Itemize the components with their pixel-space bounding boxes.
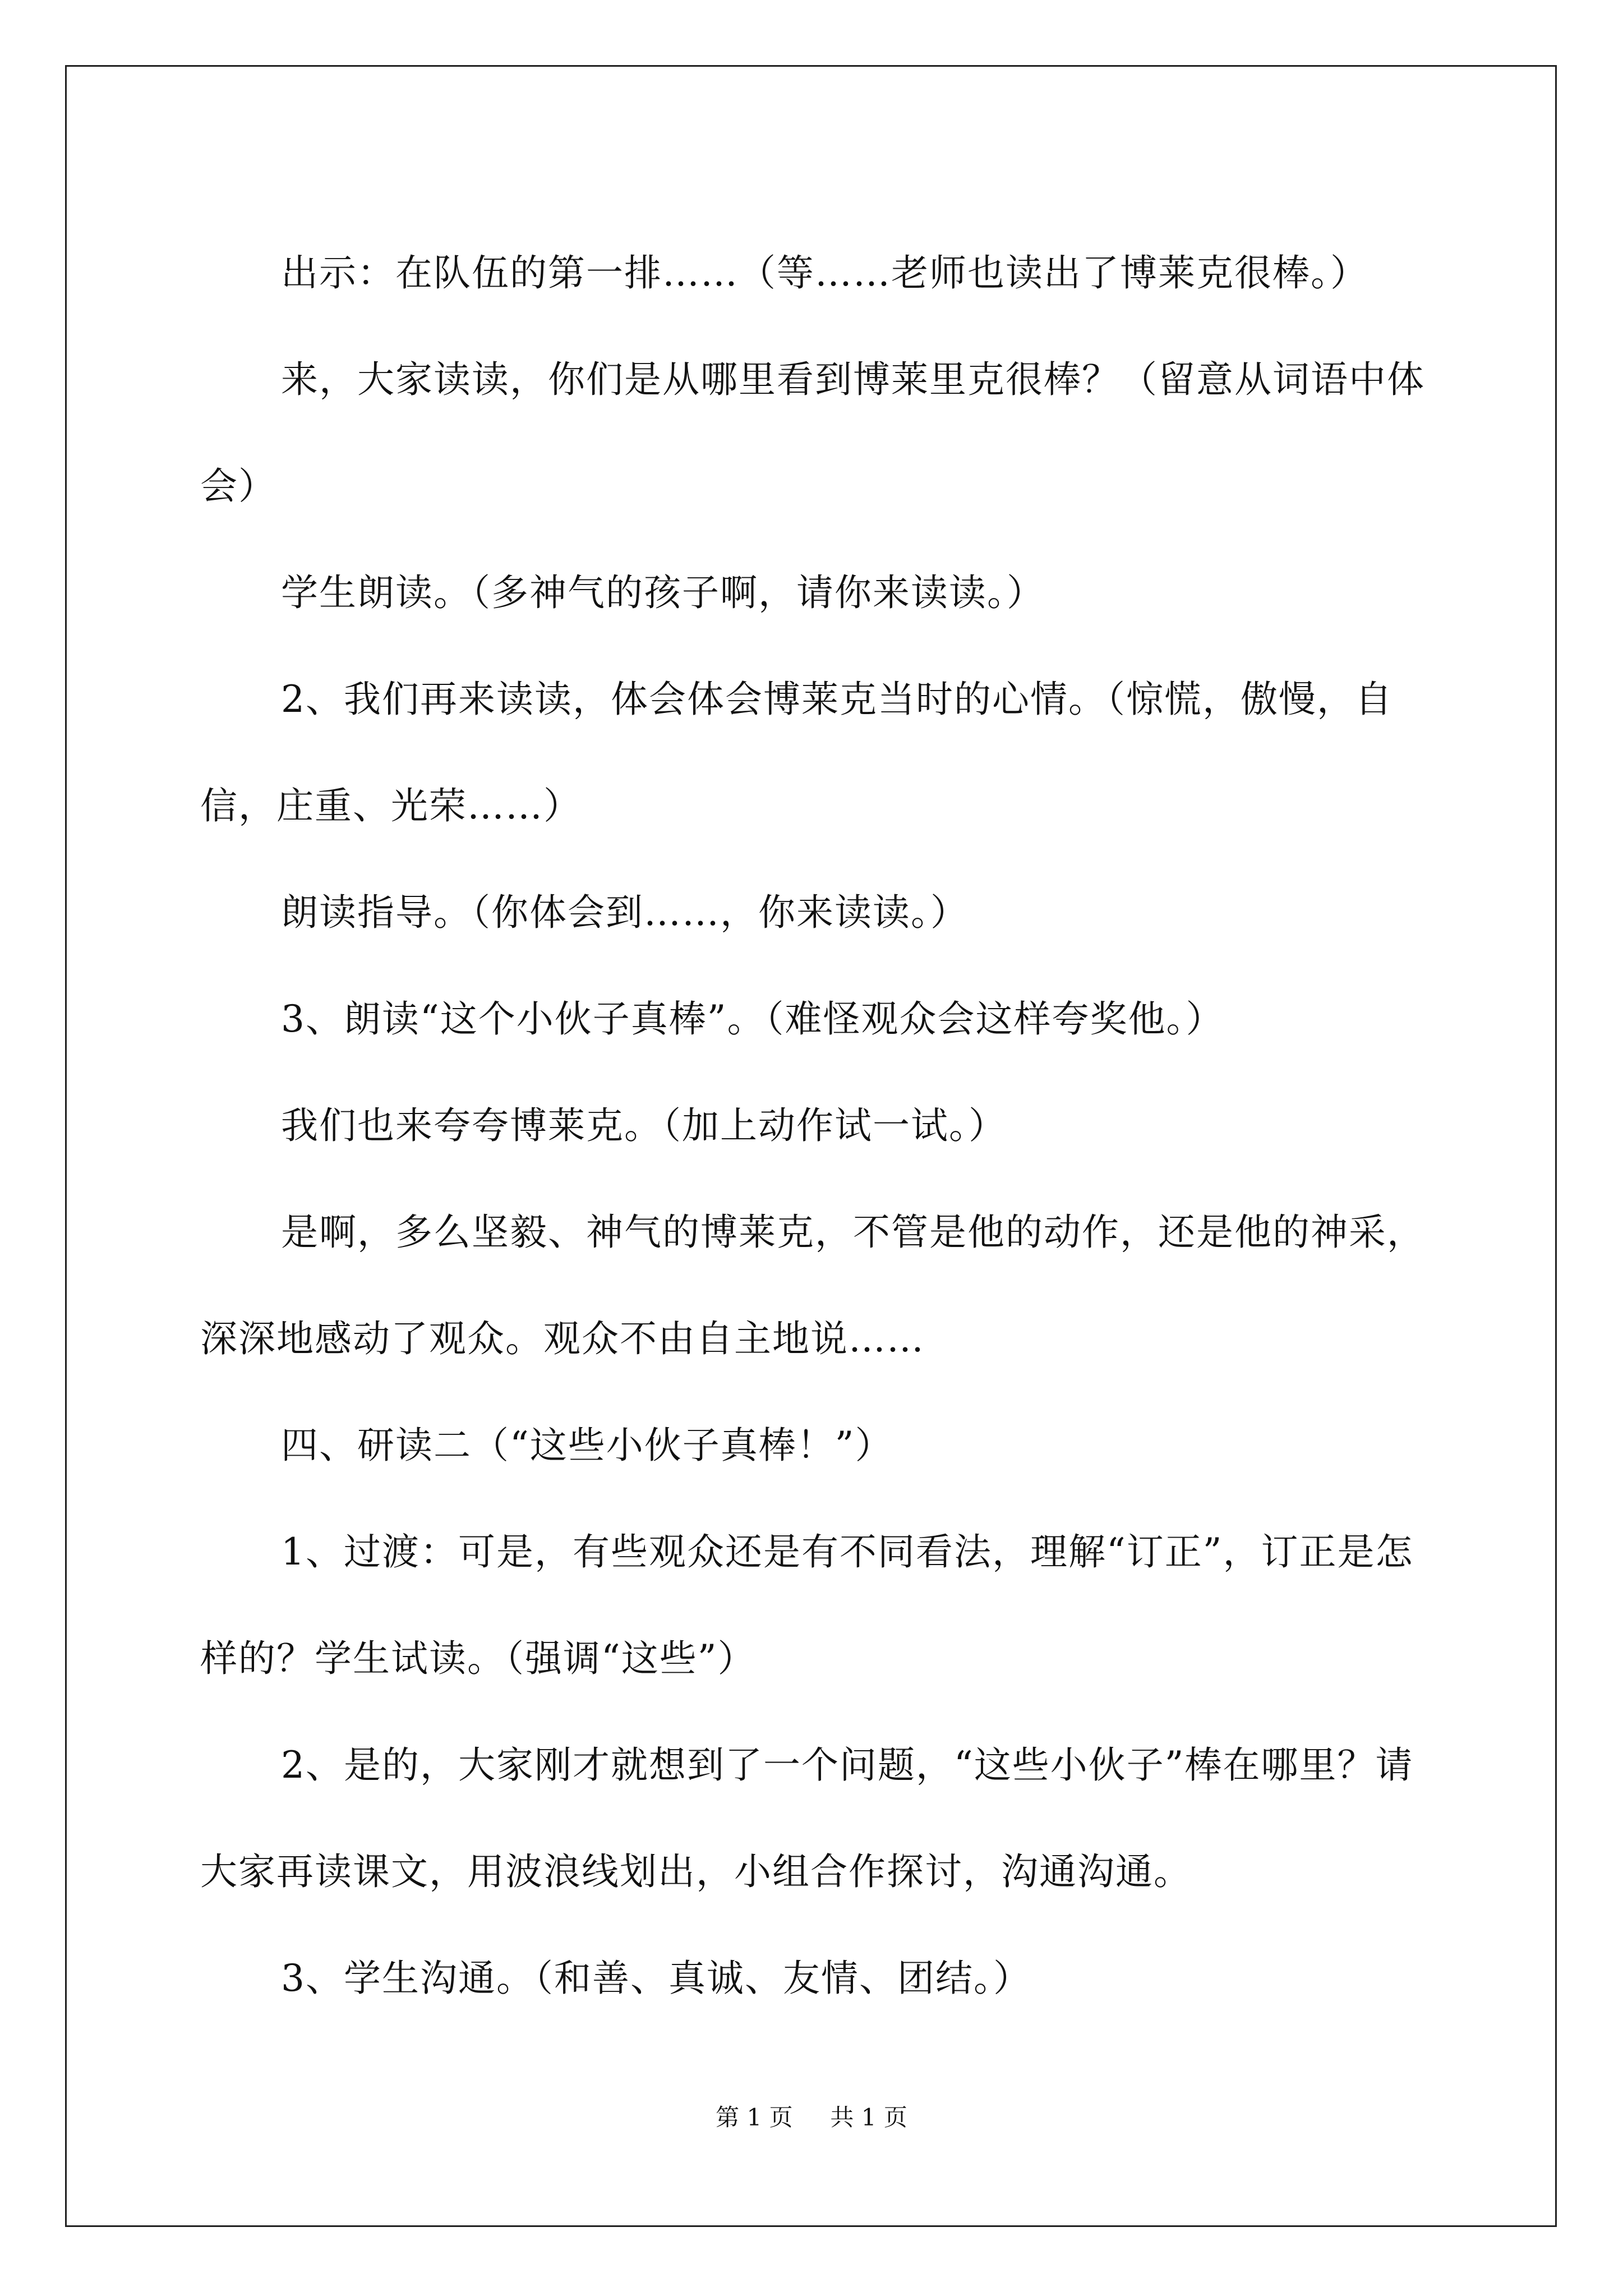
paragraph: 3、朗读“这个小伙子真棒”。（难怪观众会这样夸奖他。）: [281, 997, 1224, 1041]
document-body: [200, 220, 1430, 2032]
paragraph: 1、过渡：可是，有些观众还是有不同看法，理解“订正”，订正是怎样的？学生试读。（强调“这些”）: [200, 1530, 1414, 1680]
page-number: 第 1 页: [716, 2104, 793, 2131]
paragraph: 朗读指导。（你体会到……，你来读读。）: [281, 891, 969, 934]
paragraph: 四、研读二（“这些小伙子真棒！”）: [281, 1424, 893, 1467]
paragraph: 学生朗读。（多神气的孩子啊，请你来读读。）: [281, 571, 1045, 614]
paragraph: 3、学生沟通。（和善、真诚、友情、团结。）: [281, 1957, 1031, 2000]
paragraph: 我们也来夸夸博莱克。（加上动作试一试。）: [281, 1104, 1007, 1147]
page-footer: [0, 2101, 1623, 2134]
footer-spacer: [800, 2104, 823, 2131]
paragraph: 出示：在队伍的第一排……（等……老师也读出了博莱克很棒。）: [281, 251, 1368, 295]
paragraph: 是啊，多么坚毅、神气的博莱克，不管是他的动作，还是他的神采，深深地感动了观众。观众不由自主地说……: [200, 1211, 1425, 1360]
paragraph: 2、我们再来读读，体会体会博莱克当时的心情。（惊慌，傲慢，自信，庄重、光荣……）: [200, 678, 1393, 827]
page-total: 共 1 页: [830, 2104, 907, 2131]
paragraph: 来，大家读读，你们是从哪里看到博莱里克很棒？（留意从词语中体会）: [200, 358, 1425, 508]
paragraph: 2、是的，大家刚才就想到了一个问题，“这些小伙子”棒在哪里？请大家再读课文，用波浪线划出，小组合作探讨，沟通沟通。: [200, 1743, 1414, 1893]
